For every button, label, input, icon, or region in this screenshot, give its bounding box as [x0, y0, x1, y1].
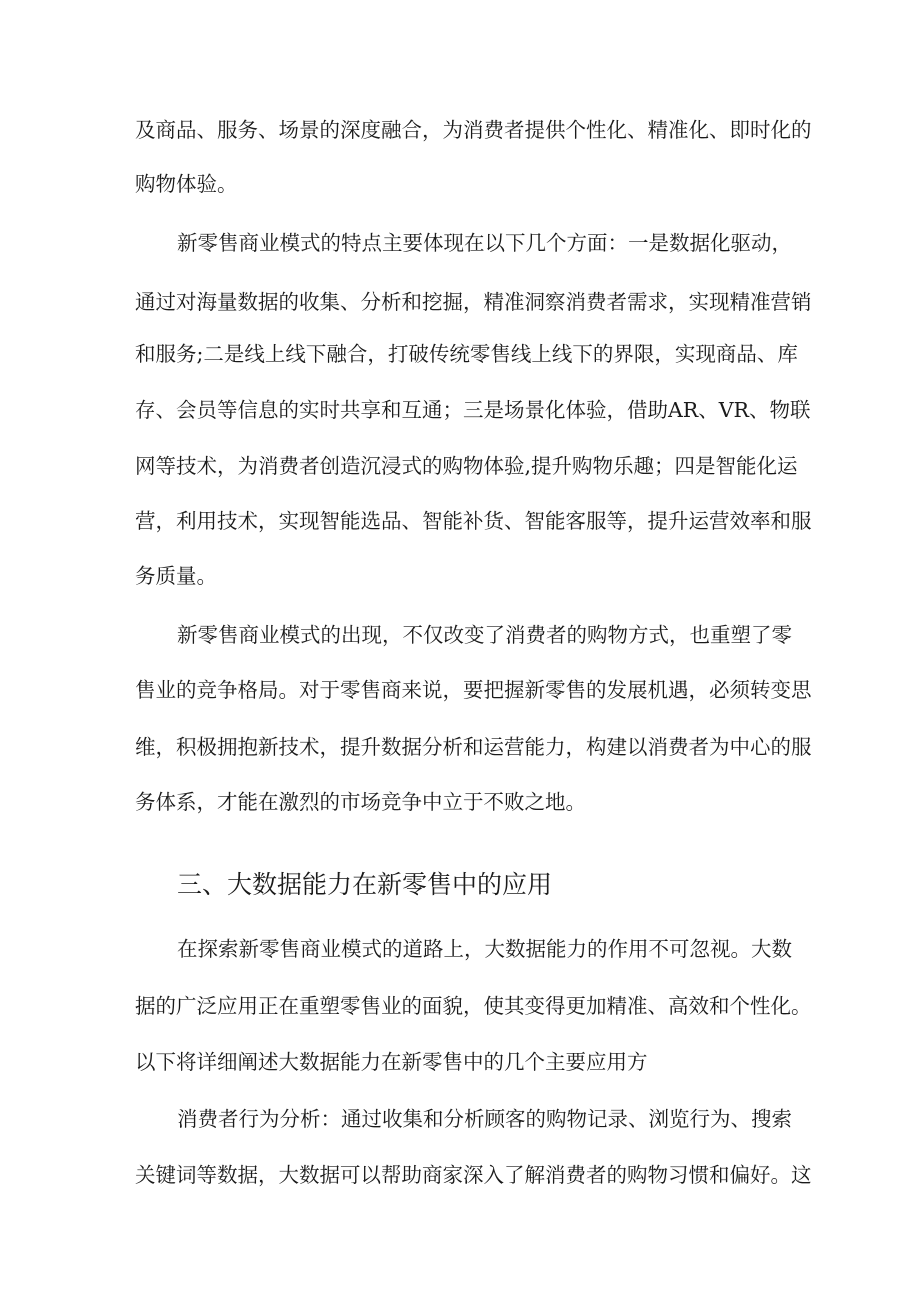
- paragraph-line: 维，积极拥抱新技术，提升数据分析和运营能力，构建以消费者为中心的服: [135, 735, 812, 759]
- paragraph-line: 关键词等数据，大数据可以帮助商家深入了解消费者的购物习惯和偏好。这: [135, 1163, 812, 1187]
- paragraph-line: 营，利用技术，实现智能选品、智能补货、智能客服等，提升运营效率和服: [135, 509, 812, 533]
- paragraph-line: 售业的竞争格局。对于零售商来说，要把握新零售的发展机遇，必须转变思: [135, 678, 812, 702]
- paragraph-line: 通过对海量数据的收集、分析和挖掘，精准洞察消费者需求，实现精准营销: [135, 290, 812, 314]
- paragraph-line: 在探索新零售商业模式的道路上，大数据能力的作用不可忽视。大数: [177, 937, 792, 961]
- paragraph-line: 新零售商业模式的特点主要体现在以下几个方面：一是数据化驱动，: [177, 231, 792, 255]
- paragraph-line: 消费者行为分析：通过收集和分析顾客的购物记录、浏览行为、搜索: [177, 1107, 792, 1131]
- paragraph-line: 以下将详细阐述大数据能力在新零售中的几个主要应用方: [135, 1050, 648, 1074]
- paragraph-line: 存、会员等信息的实时共享和互通；三是场景化体验，借助AR、VR、物联: [135, 398, 811, 422]
- paragraph-line: 网等技术，为消费者创造沉浸式的购物体验,提升购物乐趣；四是智能化运: [135, 454, 798, 478]
- paragraph-line: 务质量。: [135, 564, 217, 588]
- paragraph-line: 及商品、服务、场景的深度融合，为消费者提供个性化、精准化、即时化的: [135, 118, 812, 142]
- paragraph-line: 新零售商业模式的出现，不仅改变了消费者的购物方式，也重塑了零: [177, 623, 792, 647]
- paragraph-line: 务体系，才能在激烈的市场竞争中立于不败之地。: [135, 790, 586, 814]
- paragraph-line: 据的广泛应用正在重塑零售业的面貌，使其变得更加精准、高效和个性化。: [135, 994, 812, 1018]
- paragraph-line: 和服务;二是线上线下融合，打破传统零售线上线下的界限，实现商品、库: [135, 342, 798, 366]
- section-heading: 三、大数据能力在新零售中的应用: [177, 870, 553, 899]
- paragraph-line: 购物体验。: [135, 172, 238, 196]
